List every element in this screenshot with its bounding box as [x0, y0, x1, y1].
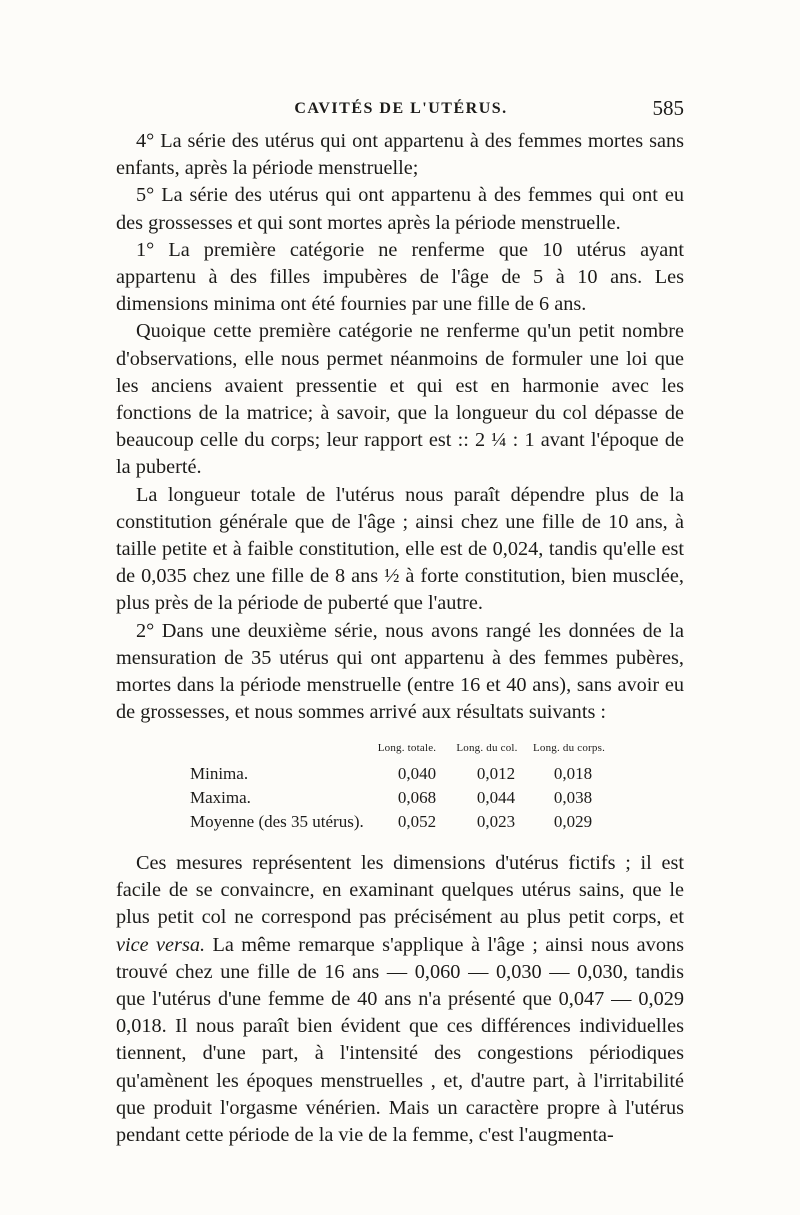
- cell-col: 0,023: [476, 812, 516, 831]
- paragraph: Quoique cette première catégorie ne renferme qu'un petit nombre d'observations, elle nous permet néanmoins de formuler une loi que les anciens avaient pressentie et qui est en harmonie avec les fonctions de la matrice; à savoir, que la longueur du col dépasse de beaucoup celle du corps; leur rapport est :: 2 ¼ : 1 avant l'époque de la puberté.: [116, 320, 684, 479]
- paragraph-text: La même remarque s'applique à l'âge ; ainsi nous avons trouvé chez une fille de 16 ans — 0,060 — 0,030 — 0,030, tandis que l'utérus d'une femme de 40 ans n'a présenté que 0,047 — 0,029 0,018. Il nous paraît bien évident que ces différences individuelles tiennent, d'une part, à l'intensité des congestions périodiques qu'amènent les époques menstruelles , et, d'autre part, à l'irritabilité que produit l'orgasme vénérien. Mais un caractère propre à l'utérus pendant cette période de la vie de la femme, c'est l'augmenta-: [116, 933, 684, 1147]
- cell-total: 0,040: [397, 764, 437, 783]
- row-label: Maxima.: [190, 788, 251, 807]
- table-header-spacer: [190, 742, 368, 762]
- cell-col: 0,012: [476, 764, 516, 783]
- header-long-col: Long. du col.: [456, 742, 518, 754]
- paragraph: La longueur totale de l'utérus nous paraît dépendre plus de la constitution générale que de l'âge ; ainsi chez une fille de 10 ans, à taille petite et à faible constitution, elle est de 0,024, tandis qu'elle est de 0,035 chez une fille de 8 ans ½ à forte constitution, bien musclée, plus près de la période de puberté que l'autre.: [116, 483, 684, 615]
- header-long-totale: Long. totale.: [377, 742, 437, 754]
- cell-corps: 0,029: [553, 812, 593, 831]
- paragraph: [116, 850, 684, 1149]
- body-text-upper: [116, 128, 684, 726]
- table-row: [190, 786, 620, 810]
- row-label: Minima.: [190, 764, 249, 783]
- page-number: 585: [652, 96, 684, 120]
- measurement-table: [190, 742, 620, 834]
- paragraph: 5° La série des utérus qui ont appartenu à des femmes qui ont eu des grossesses et qui sont mortes après la période menstruelle.: [116, 184, 684, 234]
- paragraph-text: Ces mesures représentent les dimensions d'utérus fictifs ; il est facile de se convaincre, en examinant quelques utérus sains, que le plus petit col ne correspond pas précisément au plus petit corps, et: [116, 852, 684, 929]
- running-title: CAVITÉS DE L'UTÉRUS.: [294, 100, 508, 117]
- paragraph: 2° Dans une deuxième série, nous avons rangé les données de la mensuration de 35 utérus qui ont appartenu à des femmes pubères, mortes dans la période menstruelle (entre 16 et 40 ans), sans avoir eu de grossesses, et nous sommes arrivé aux résultats suivants :: [116, 619, 684, 724]
- page-header: [118, 96, 684, 126]
- cell-total: 0,068: [397, 788, 437, 807]
- table-header: [190, 742, 620, 762]
- body-text-lower: [116, 850, 684, 1149]
- cell-col: 0,044: [476, 788, 516, 807]
- cell-corps: 0,018: [553, 764, 593, 783]
- paragraph: 4° La série des utérus qui ont appartenu à des femmes mortes sans enfants, après la période menstruelle;: [116, 130, 684, 180]
- table-row: [190, 762, 620, 786]
- row-label: Moyenne (des 35 utérus).: [190, 812, 364, 831]
- cell-total: 0,052: [397, 812, 437, 831]
- paragraph: 1° La première catégorie ne renferme que 10 utérus ayant appartenu à des filles impubères de l'âge de 5 à 10 ans. Les dimensions minima ont été fournies par une fille de 6 ans.: [116, 238, 684, 316]
- cell-corps: 0,038: [553, 788, 593, 807]
- italic-phrase: vice versa.: [116, 933, 206, 956]
- header-long-corps: Long. du corps.: [532, 742, 606, 754]
- table-row: [190, 810, 620, 834]
